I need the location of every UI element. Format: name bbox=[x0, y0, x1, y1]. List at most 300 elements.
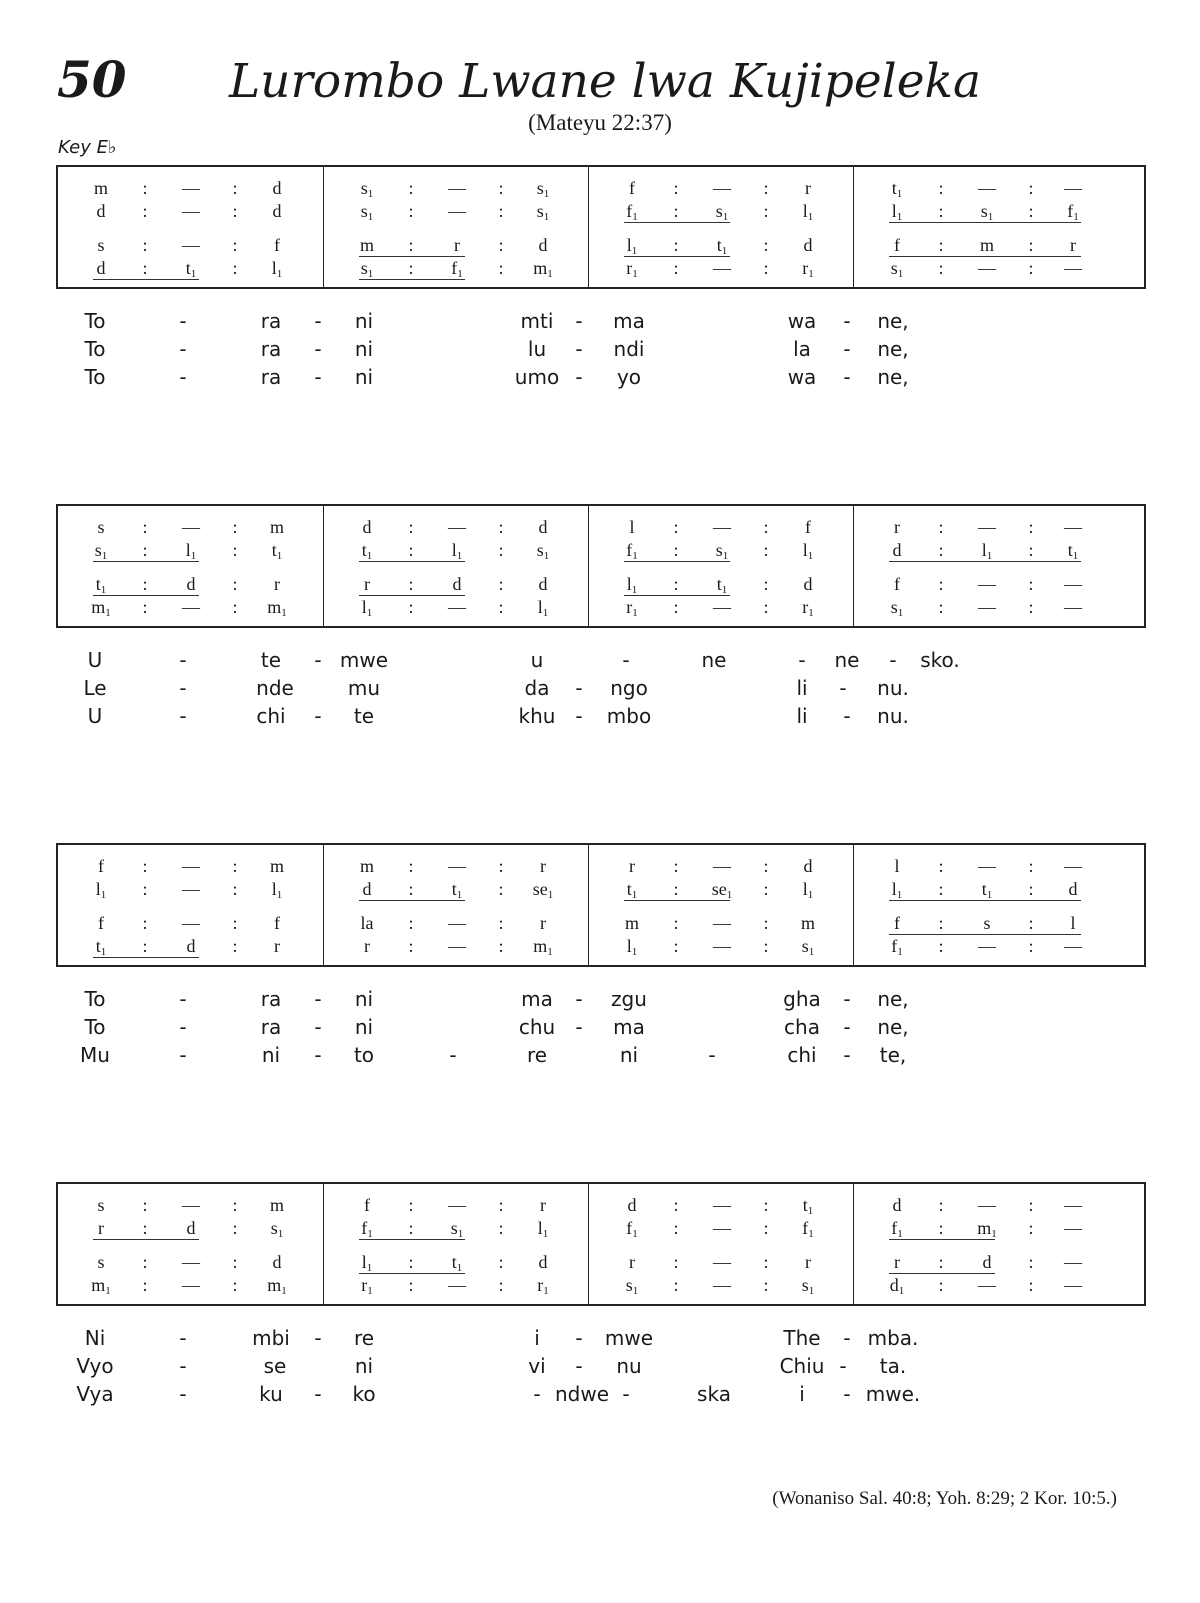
beat-underline bbox=[889, 222, 1081, 223]
lyric-syllable: ra bbox=[260, 1015, 282, 1039]
solfa-note: f bbox=[805, 517, 811, 537]
voice-row bbox=[324, 234, 589, 256]
beat-separator: : bbox=[673, 517, 679, 537]
score-system bbox=[56, 504, 1146, 628]
beat-separator: : bbox=[763, 574, 769, 594]
voice-row bbox=[589, 234, 854, 256]
beat-separator: : bbox=[408, 574, 414, 594]
syllable-hyphen: - bbox=[575, 987, 583, 1011]
beat-separator: : bbox=[142, 1275, 148, 1295]
lyric-syllable: li bbox=[796, 676, 808, 700]
beat-underline bbox=[889, 561, 1081, 562]
voice-row bbox=[854, 177, 1147, 199]
voice-row bbox=[58, 516, 323, 538]
lyric-line bbox=[0, 674, 1200, 702]
lyric-syllable: U bbox=[87, 648, 103, 672]
lyric-syllable: ni bbox=[619, 1043, 639, 1067]
note-hold: — bbox=[713, 1195, 731, 1215]
beat-separator: : bbox=[938, 856, 944, 876]
lyric-syllable: mba. bbox=[867, 1326, 919, 1350]
beat-separator: : bbox=[232, 856, 238, 876]
solfa-note: d bbox=[538, 574, 548, 594]
solfa-note: r bbox=[540, 856, 546, 876]
lyric-syllable: ni bbox=[354, 987, 374, 1011]
solfa-note: $s_1$ bbox=[360, 201, 374, 223]
solfa-note: $m_1$ bbox=[533, 258, 553, 280]
voice-row bbox=[854, 539, 1147, 561]
lyric-syllable: ngo bbox=[610, 676, 648, 700]
beat-separator: : bbox=[142, 178, 148, 198]
lyric-syllable: re bbox=[353, 1326, 375, 1350]
voice-row bbox=[324, 257, 589, 279]
syllable-hyphen: - bbox=[843, 987, 851, 1011]
beat-separator: : bbox=[1028, 540, 1034, 560]
voice-row bbox=[854, 878, 1147, 900]
beat-separator: : bbox=[763, 1195, 769, 1215]
beat-separator: : bbox=[142, 1195, 148, 1215]
syllable-hyphen: - bbox=[179, 309, 187, 333]
beat-separator: : bbox=[408, 258, 414, 278]
beat-separator: : bbox=[673, 178, 679, 198]
beat-separator: : bbox=[1028, 517, 1034, 537]
voice-row bbox=[589, 177, 854, 199]
lyric-syllable: Le bbox=[83, 676, 107, 700]
syllable-hyphen: - bbox=[179, 1015, 187, 1039]
beat-separator: : bbox=[763, 856, 769, 876]
lyric-line bbox=[0, 335, 1200, 363]
solfa-note: $l_1$ bbox=[626, 936, 638, 958]
solfa-note: m bbox=[359, 856, 374, 876]
lyric-syllable: To bbox=[84, 309, 106, 333]
note-hold: — bbox=[182, 1195, 200, 1215]
lyric-syllable: nu bbox=[616, 1354, 642, 1378]
voice-row bbox=[58, 912, 323, 934]
solfa-note: d bbox=[362, 879, 372, 899]
note-hold: — bbox=[182, 913, 200, 933]
lyric-syllable: mbi bbox=[252, 1326, 290, 1350]
solfa-note: r bbox=[894, 1252, 900, 1272]
solfa-note: r bbox=[629, 856, 635, 876]
voice-row bbox=[854, 1217, 1147, 1239]
lyric-syllable: nu. bbox=[877, 704, 909, 728]
beat-underline bbox=[359, 279, 465, 280]
note-hold: — bbox=[182, 178, 200, 198]
solfa-note: d bbox=[892, 540, 902, 560]
voice-row bbox=[854, 234, 1147, 256]
beat-separator: : bbox=[142, 235, 148, 255]
lyric-line bbox=[0, 307, 1200, 335]
beat-separator: : bbox=[142, 936, 148, 956]
voice-row bbox=[854, 1274, 1147, 1296]
beat-separator: : bbox=[142, 879, 148, 899]
solfa-note: $r_1$ bbox=[537, 1275, 549, 1297]
lyric-syllable: To bbox=[84, 1015, 106, 1039]
syllable-hyphen: - bbox=[314, 1043, 322, 1067]
beat-separator: : bbox=[498, 235, 504, 255]
solfa-note: $l_1$ bbox=[95, 879, 107, 901]
beat-underline bbox=[889, 1239, 995, 1240]
lyric-syllable: re bbox=[526, 1043, 548, 1067]
voice-row bbox=[324, 516, 589, 538]
voice-row bbox=[58, 257, 323, 279]
note-hold: — bbox=[713, 1252, 731, 1272]
solfa-note: $l_1$ bbox=[271, 258, 283, 280]
beat-separator: : bbox=[498, 517, 504, 537]
beat-separator: : bbox=[1028, 574, 1034, 594]
voice-row bbox=[324, 1251, 589, 1273]
voice-row bbox=[589, 912, 854, 934]
beat-separator: : bbox=[763, 1252, 769, 1272]
note-hold: — bbox=[713, 913, 731, 933]
solfa-note: m bbox=[359, 235, 374, 255]
footnote: (Wonaniso Sal. 40:8; Yoh. 8:29; 2 Kor. 10:5.) bbox=[772, 1488, 1117, 1509]
beat-underline bbox=[93, 1239, 199, 1240]
solfa-note: $r_1$ bbox=[361, 1275, 373, 1297]
solfa-note: $t_1$ bbox=[185, 258, 197, 280]
solfa-note: $r_1$ bbox=[626, 597, 638, 619]
note-hold: — bbox=[978, 1275, 996, 1295]
beat-separator: : bbox=[498, 936, 504, 956]
voice-row bbox=[589, 516, 854, 538]
syllable-hyphen: - bbox=[179, 337, 187, 361]
solfa-note: $m_1$ bbox=[267, 597, 287, 619]
lyric-syllable: ni bbox=[354, 309, 374, 333]
solfa-note: $l_1$ bbox=[891, 201, 903, 223]
voice-row bbox=[854, 516, 1147, 538]
measure bbox=[323, 1184, 589, 1304]
solfa-note: $se_1$ bbox=[711, 879, 733, 901]
syllable-hyphen: - bbox=[533, 1382, 541, 1406]
solfa-note: r bbox=[364, 574, 370, 594]
note-hold: — bbox=[182, 879, 200, 899]
note-hold: — bbox=[182, 1252, 200, 1272]
solfa-note: d bbox=[538, 235, 548, 255]
solfa-note: $s_1$ bbox=[801, 936, 815, 958]
voice-row bbox=[589, 1194, 854, 1216]
lyric-syllable: mwe bbox=[339, 648, 389, 672]
lyric-syllable: ne bbox=[701, 648, 727, 672]
lyric-syllable: mwe bbox=[604, 1326, 654, 1350]
beat-separator: : bbox=[408, 879, 414, 899]
beat-separator: : bbox=[763, 178, 769, 198]
solfa-note: d bbox=[452, 574, 462, 594]
syllable-hyphen: - bbox=[179, 704, 187, 728]
syllable-hyphen: - bbox=[798, 648, 806, 672]
syllable-hyphen: - bbox=[314, 1015, 322, 1039]
voice-row bbox=[58, 878, 323, 900]
lyric-syllable: ku bbox=[259, 1382, 283, 1406]
solfa-note: $s_1$ bbox=[715, 540, 729, 562]
beat-separator: : bbox=[408, 178, 414, 198]
note-hold: — bbox=[448, 597, 466, 617]
note-hold: — bbox=[1064, 258, 1082, 278]
voice-row bbox=[58, 1194, 323, 1216]
beat-separator: : bbox=[673, 540, 679, 560]
beat-separator: : bbox=[1028, 1195, 1034, 1215]
voice-row bbox=[58, 1217, 323, 1239]
solfa-note: d bbox=[272, 1252, 282, 1272]
beat-separator: : bbox=[408, 936, 414, 956]
syllable-hyphen: - bbox=[843, 1043, 851, 1067]
beat-separator: : bbox=[232, 913, 238, 933]
beat-separator: : bbox=[498, 879, 504, 899]
solfa-note: $f_1$ bbox=[626, 540, 638, 562]
solfa-note: m bbox=[979, 235, 994, 255]
beat-separator: : bbox=[938, 201, 944, 221]
note-hold: — bbox=[182, 597, 200, 617]
solfa-note: $l_1$ bbox=[802, 540, 814, 562]
beat-separator: : bbox=[1028, 597, 1034, 617]
solfa-note: r bbox=[274, 936, 280, 956]
voice-row bbox=[589, 1274, 854, 1296]
syllable-hyphen: - bbox=[179, 676, 187, 700]
measure bbox=[58, 167, 323, 287]
lyric-syllable: chi bbox=[256, 704, 286, 728]
beat-separator: : bbox=[232, 1218, 238, 1238]
lyric-syllable: te, bbox=[879, 1043, 907, 1067]
note-hold: — bbox=[448, 936, 466, 956]
lyric-line bbox=[0, 646, 1200, 674]
solfa-note: $t_1$ bbox=[95, 574, 107, 596]
syllable-hyphen: - bbox=[314, 1326, 322, 1350]
lyric-syllable: ne, bbox=[877, 987, 909, 1011]
lyric-syllable: ni bbox=[354, 1015, 374, 1039]
beat-separator: : bbox=[498, 540, 504, 560]
lyric-syllable: vi bbox=[528, 1354, 546, 1378]
note-hold: — bbox=[713, 178, 731, 198]
lyric-line bbox=[0, 1324, 1200, 1352]
beat-separator: : bbox=[1028, 1218, 1034, 1238]
measure bbox=[588, 167, 854, 287]
beat-separator: : bbox=[938, 1275, 944, 1295]
solfa-note: r bbox=[805, 1252, 811, 1272]
voice-row bbox=[854, 596, 1147, 618]
solfa-note: $s_1$ bbox=[625, 1275, 639, 1297]
beat-underline bbox=[624, 222, 730, 223]
lyric-syllable: ma bbox=[613, 309, 645, 333]
beat-separator: : bbox=[938, 879, 944, 899]
beat-separator: : bbox=[938, 258, 944, 278]
voice-row bbox=[854, 1194, 1147, 1216]
voice-row bbox=[58, 855, 323, 877]
note-hold: — bbox=[1064, 1195, 1082, 1215]
beat-separator: : bbox=[498, 856, 504, 876]
beat-separator: : bbox=[1028, 258, 1034, 278]
voice-row bbox=[589, 878, 854, 900]
solfa-note: d bbox=[803, 235, 813, 255]
solfa-note: $s_1$ bbox=[715, 201, 729, 223]
beat-separator: : bbox=[142, 258, 148, 278]
beat-separator: : bbox=[673, 913, 679, 933]
voice-row bbox=[324, 1274, 589, 1296]
voice-row bbox=[324, 935, 589, 957]
syllable-hyphen: - bbox=[179, 648, 187, 672]
solfa-note: $f_1$ bbox=[626, 1218, 638, 1240]
note-hold: — bbox=[448, 1195, 466, 1215]
syllable-hyphen: - bbox=[179, 1326, 187, 1350]
lyric-syllable: khu bbox=[518, 704, 556, 728]
solfa-note: m bbox=[269, 1195, 284, 1215]
solfa-note: d bbox=[186, 1218, 196, 1238]
note-hold: — bbox=[448, 201, 466, 221]
lyric-syllable: ne bbox=[834, 648, 860, 672]
syllable-hyphen: - bbox=[179, 1043, 187, 1067]
beat-separator: : bbox=[498, 1252, 504, 1272]
beat-separator: : bbox=[763, 1275, 769, 1295]
beat-separator: : bbox=[232, 235, 238, 255]
solfa-note: $l_1$ bbox=[361, 1252, 373, 1274]
note-hold: — bbox=[182, 856, 200, 876]
lyric-line bbox=[0, 1013, 1200, 1041]
beat-separator: : bbox=[938, 1252, 944, 1272]
lyric-line bbox=[0, 1380, 1200, 1408]
note-hold: — bbox=[978, 517, 996, 537]
solfa-note: d bbox=[892, 1195, 902, 1215]
beat-separator: : bbox=[142, 856, 148, 876]
lyric-syllable: ni bbox=[354, 337, 374, 361]
solfa-note: $f_1$ bbox=[451, 258, 463, 280]
beat-separator: : bbox=[408, 913, 414, 933]
solfa-note: d bbox=[186, 574, 196, 594]
solfa-note: s bbox=[983, 913, 991, 933]
beat-separator: : bbox=[408, 201, 414, 221]
solfa-note: $t_1$ bbox=[95, 936, 107, 958]
solfa-note: m bbox=[269, 517, 284, 537]
beat-separator: : bbox=[142, 201, 148, 221]
syllable-hyphen: - bbox=[575, 309, 583, 333]
beat-separator: : bbox=[142, 574, 148, 594]
note-hold: — bbox=[978, 1195, 996, 1215]
lyric-line bbox=[0, 1041, 1200, 1069]
beat-separator: : bbox=[938, 235, 944, 255]
voice-row bbox=[854, 257, 1147, 279]
syllable-hyphen: - bbox=[449, 1043, 457, 1067]
solfa-note: $s_1$ bbox=[536, 201, 550, 223]
beat-separator: : bbox=[763, 597, 769, 617]
solfa-note: $t_1$ bbox=[361, 540, 373, 562]
beat-separator: : bbox=[498, 201, 504, 221]
measure bbox=[323, 506, 589, 626]
beat-separator: : bbox=[1028, 178, 1034, 198]
voice-row bbox=[324, 596, 589, 618]
solfa-note: $l_1$ bbox=[537, 597, 549, 619]
lyric-syllable: ko bbox=[352, 1382, 376, 1406]
beat-separator: : bbox=[673, 856, 679, 876]
solfa-note: la bbox=[360, 913, 374, 933]
beat-separator: : bbox=[232, 597, 238, 617]
lyric-syllable: li bbox=[796, 704, 808, 728]
note-hold: — bbox=[713, 1218, 731, 1238]
solfa-note: $d_1$ bbox=[889, 1275, 905, 1297]
lyric-syllable: ra bbox=[260, 365, 282, 389]
syllable-hyphen: - bbox=[575, 676, 583, 700]
solfa-note: d bbox=[1068, 879, 1078, 899]
solfa-note: $t_1$ bbox=[981, 879, 993, 901]
lyric-syllable: ma bbox=[613, 1015, 645, 1039]
beat-separator: : bbox=[408, 856, 414, 876]
lyric-syllable: To bbox=[84, 365, 106, 389]
solfa-note: $s_1$ bbox=[801, 1275, 815, 1297]
voice-row bbox=[589, 539, 854, 561]
voice-row bbox=[589, 855, 854, 877]
beat-separator: : bbox=[673, 574, 679, 594]
lyric-syllable: wa bbox=[787, 365, 817, 389]
lyric-line bbox=[0, 1352, 1200, 1380]
solfa-note: $r_1$ bbox=[802, 258, 814, 280]
solfa-note: $s_1$ bbox=[360, 178, 374, 200]
note-hold: — bbox=[978, 856, 996, 876]
solfa-note: s bbox=[97, 1195, 105, 1215]
solfa-note: r bbox=[98, 1218, 104, 1238]
syllable-hyphen: - bbox=[843, 365, 851, 389]
note-hold: — bbox=[182, 1275, 200, 1295]
voice-row bbox=[324, 855, 589, 877]
note-hold: — bbox=[1064, 1252, 1082, 1272]
lyric-syllable: ndwe bbox=[554, 1382, 610, 1406]
solfa-note: f bbox=[894, 235, 900, 255]
beat-separator: : bbox=[498, 1218, 504, 1238]
beat-separator: : bbox=[498, 913, 504, 933]
solfa-note: r bbox=[274, 574, 280, 594]
solfa-note: $s_1$ bbox=[270, 1218, 284, 1240]
solfa-note: d bbox=[538, 1252, 548, 1272]
syllable-hyphen: - bbox=[179, 987, 187, 1011]
lyric-syllable: ma bbox=[521, 987, 553, 1011]
solfa-note: $s_1$ bbox=[450, 1218, 464, 1240]
lyric-syllable: ne, bbox=[877, 309, 909, 333]
solfa-note: d bbox=[96, 201, 106, 221]
lyric-syllable: ra bbox=[260, 337, 282, 361]
voice-row bbox=[58, 200, 323, 222]
lyric-syllable: te bbox=[353, 704, 375, 728]
solfa-note: $s_1$ bbox=[890, 597, 904, 619]
measure bbox=[58, 1184, 323, 1304]
lyric-syllable: gha bbox=[783, 987, 821, 1011]
solfa-note: f bbox=[274, 235, 280, 255]
beat-separator: : bbox=[938, 574, 944, 594]
beat-separator: : bbox=[408, 1275, 414, 1295]
syllable-hyphen: - bbox=[889, 648, 897, 672]
solfa-note: r bbox=[364, 936, 370, 956]
voice-row bbox=[589, 596, 854, 618]
solfa-note: $l_1$ bbox=[271, 879, 283, 901]
beat-separator: : bbox=[673, 879, 679, 899]
syllable-hyphen: - bbox=[622, 1382, 630, 1406]
solfa-note: $f_1$ bbox=[1067, 201, 1079, 223]
beat-separator: : bbox=[673, 258, 679, 278]
solfa-note: d bbox=[186, 936, 196, 956]
syllable-hyphen: - bbox=[843, 309, 851, 333]
syllable-hyphen: - bbox=[314, 337, 322, 361]
lyric-syllable: ne, bbox=[877, 365, 909, 389]
solfa-note: $l_1$ bbox=[185, 540, 197, 562]
beat-separator: : bbox=[673, 1275, 679, 1295]
lyric-syllable: ni bbox=[354, 1354, 374, 1378]
beat-separator: : bbox=[232, 936, 238, 956]
beat-separator: : bbox=[142, 1252, 148, 1272]
note-hold: — bbox=[448, 913, 466, 933]
note-hold: — bbox=[713, 856, 731, 876]
beat-separator: : bbox=[763, 936, 769, 956]
beat-separator: : bbox=[232, 517, 238, 537]
note-hold: — bbox=[1064, 936, 1082, 956]
measure bbox=[588, 506, 854, 626]
beat-separator: : bbox=[232, 258, 238, 278]
syllable-hyphen: - bbox=[575, 1015, 583, 1039]
solfa-note: $m_1$ bbox=[977, 1218, 997, 1240]
note-hold: — bbox=[1064, 597, 1082, 617]
syllable-hyphen: - bbox=[314, 704, 322, 728]
